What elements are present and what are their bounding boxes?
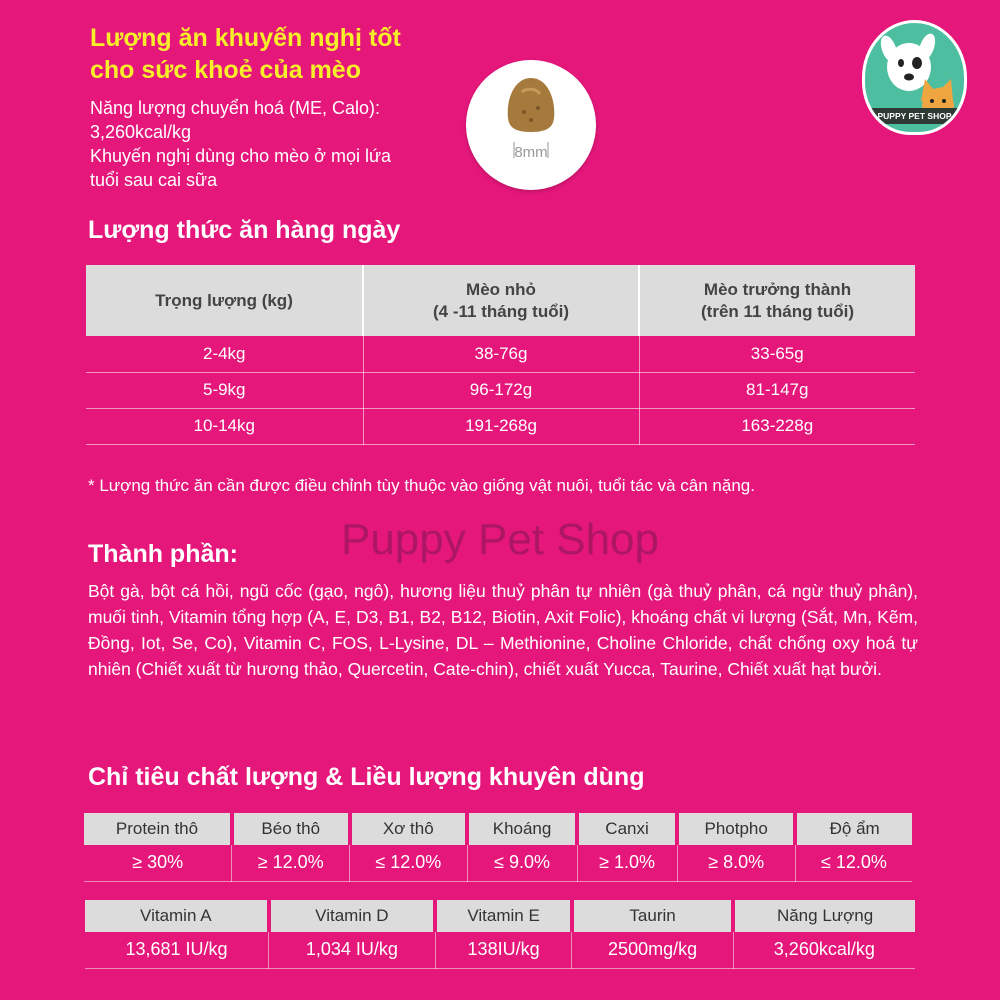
watermark: Puppy Pet Shop: [340, 515, 659, 564]
value-ash: ≤ 9.0%: [467, 845, 577, 881]
header-weight: [86, 265, 363, 336]
cell-adult: 81-147g: [639, 372, 915, 408]
header-kitten-line1: Mèo nhỏ: [466, 279, 536, 299]
table-row: [86, 408, 915, 444]
cell-adult: 163-228g: [639, 408, 915, 444]
value-energy: 3,260kcal/kg: [733, 932, 915, 968]
cell-weight: 5-9kg: [86, 372, 363, 408]
kibble-image: [466, 60, 596, 190]
header-weight-line1: Trọng lượng (kg): [155, 290, 293, 310]
recommend-line2: tuổi sau cai sữa: [90, 170, 218, 190]
header-vitamin-d: Vitamin D: [269, 900, 436, 932]
header-moisture: Độ ẩm: [795, 813, 912, 845]
hero-title-line1: Lượng ăn khuyến nghị tốt: [90, 24, 401, 52]
quality-table-vitamins: [85, 900, 915, 969]
value-moisture: ≤ 12.0%: [795, 845, 912, 881]
table-header-row: [84, 813, 912, 845]
cell-kitten: 38-76g: [363, 336, 639, 372]
header-adult-line2: (trên 11 tháng tuổi): [701, 301, 854, 321]
header-ash: Khoáng: [467, 813, 577, 845]
energy-label: Năng lượng chuyển hoá (ME, Calo):: [90, 98, 380, 118]
cell-kitten: 96-172g: [363, 372, 639, 408]
header-vitamin-a: Vitamin A: [85, 900, 269, 932]
table-row: [84, 845, 912, 881]
shop-logo-text: PUPPY PET SHOP: [867, 108, 963, 124]
table-header-row: [85, 900, 915, 932]
value-taurine: 2500mg/kg: [572, 932, 733, 968]
daily-title: Lượng thức ăn hàng ngày: [88, 216, 401, 244]
energy-value: 3,260kcal/kg: [90, 122, 192, 142]
kibble-size-label: 8mm: [514, 144, 548, 161]
value-phosphorus: ≥ 8.0%: [677, 845, 795, 881]
quality-title: Chỉ tiêu chất lượng & Liều lượng khuyên dùng: [88, 763, 645, 791]
table-row: [85, 932, 915, 968]
header-calcium: Canxi: [577, 813, 677, 845]
hero-title-line2: cho sức khoẻ của mèo: [90, 56, 361, 84]
cell-adult: 33-65g: [639, 336, 915, 372]
daily-feeding-table: [86, 265, 915, 445]
header-kitten: [363, 265, 639, 336]
kibble-icon: [466, 60, 596, 190]
shop-logo: [862, 20, 967, 135]
value-vitamin-e: 138IU/kg: [435, 932, 572, 968]
header-taurine: Taurin: [572, 900, 733, 932]
value-protein: ≥ 30%: [84, 845, 232, 881]
intro-text: [90, 96, 470, 192]
table-header-row: [86, 265, 915, 336]
value-fat: ≥ 12.0%: [232, 845, 350, 881]
header-fiber: Xơ thô: [350, 813, 468, 845]
header-kitten-line2: (4 -11 tháng tuổi): [433, 301, 569, 321]
value-fiber: ≤ 12.0%: [350, 845, 468, 881]
header-protein: Protein thô: [84, 813, 232, 845]
value-calcium: ≥ 1.0%: [577, 845, 677, 881]
feeding-note: * Lượng thức ăn cần được điều chỉnh tùy thuộc vào giống vật nuôi, tuổi tác và cân nặng.: [88, 476, 755, 495]
header-fat: Béo thô: [232, 813, 350, 845]
header-energy: Năng Lượng: [733, 900, 915, 932]
value-vitamin-a: 13,681 IU/kg: [85, 932, 269, 968]
ingredients-text: Bột gà, bột cá hồi, ngũ cốc (gạo, ngô), hương liệu thuỷ phân tự nhiên (gà thuỷ phân, cá ngừ thuỷ phân), muối tinh, Vitamin tổng hợp (A, E, D3, B1, B2, B12, Biotin, Axit Folic), khoáng chất vi lượng (Sắt, Mn, Kẽm, Đồng, Iot, Se, Co), Vitamin C, FOS, L-Lysine, DL – Methionine, Choline Chloride, chất chống oxy hoá tự nhiên (Chiết xuất từ hương thảo, Quercetin, Cate-chin), chiết xuất Yucca, Taurine, Chiết xuất hạt bưởi.: [88, 581, 918, 679]
recommend-line1: Khuyến nghị dùng cho mèo ở mọi lứa: [90, 146, 392, 166]
table-row: [86, 336, 915, 372]
header-vitamin-e: Vitamin E: [435, 900, 572, 932]
value-vitamin-d: 1,034 IU/kg: [269, 932, 436, 968]
cell-weight: 10-14kg: [86, 408, 363, 444]
hero-title: [90, 22, 470, 86]
quality-table-nutrients: [84, 813, 912, 882]
header-adult-line1: Mèo trưởng thành: [703, 279, 852, 299]
ingredients-title: Thành phần:: [88, 540, 238, 568]
header-phosphorus: Photpho: [677, 813, 795, 845]
header-adult: [639, 265, 915, 336]
cell-weight: 2-4kg: [86, 336, 363, 372]
cell-kitten: 191-268g: [363, 408, 639, 444]
table-row: [86, 372, 915, 408]
